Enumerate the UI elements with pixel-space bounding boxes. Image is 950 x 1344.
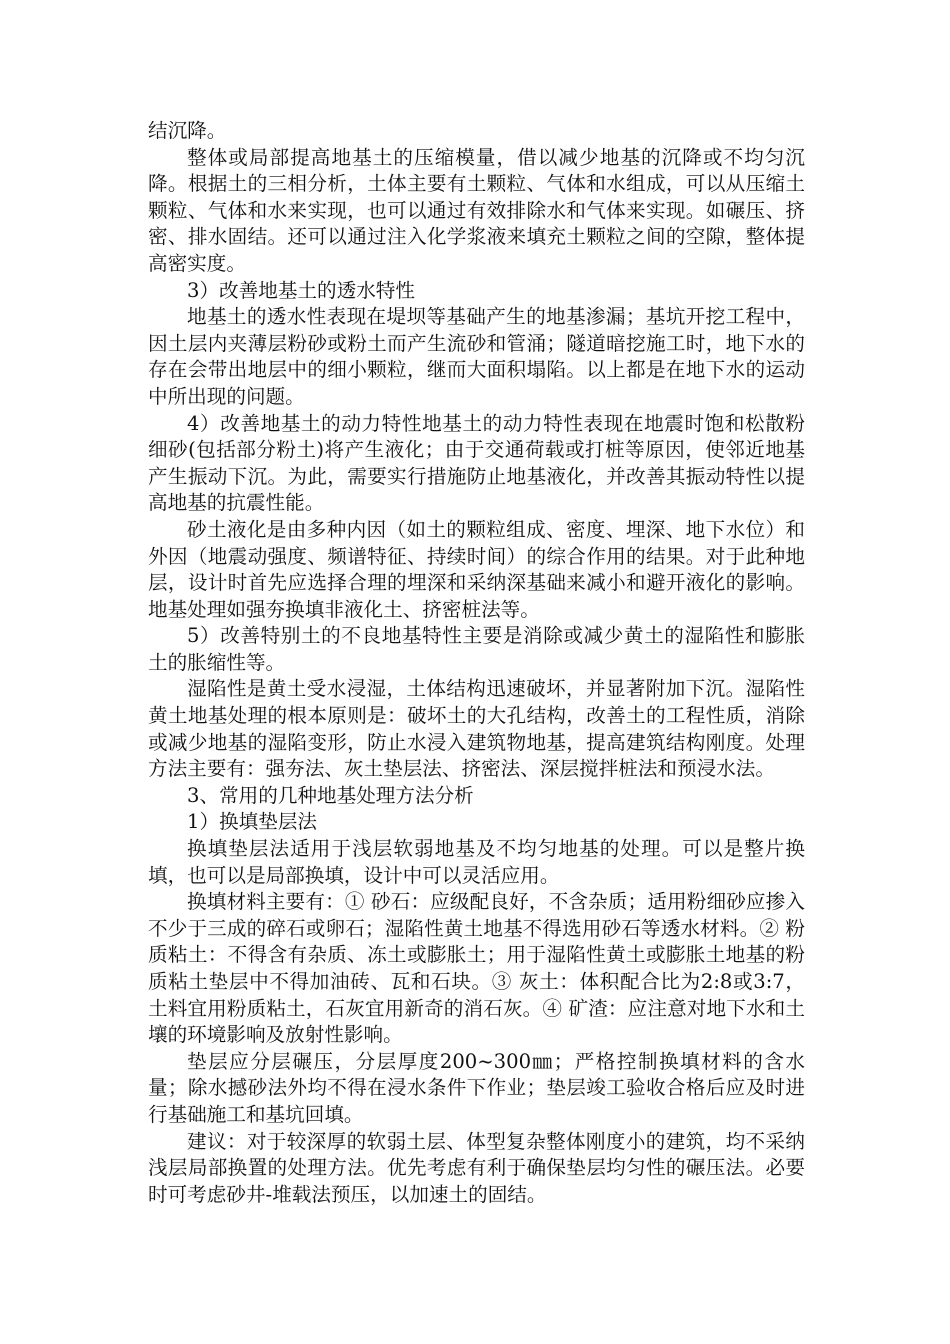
paragraph-replacement-materials: 换填材料主要有：① 砂石：应级配良好，不含杂质；适用粉细砂应掺入不少于三成的碎石或卵石；湿陷性黄土地基不得选用砂石等透水材料。② 粉质粘土：不得含有杂质、冻土或膨胀土；用于湿陷性黄土或膨胀土地基的粉质粘土垫层中不得加油砖、瓦和石块。③ 灰土：体积配合比为2:8或3:7，土料宜用粉质粘土，石灰宜用新奇的消石灰。④ 矿渣：应注意对地下水和土壤的环境影响及放射性影响。 bbox=[148, 890, 805, 1047]
paragraph-continuation: 结沉降。 bbox=[148, 119, 227, 142]
paragraph-dynamic-properties: 4）改善地基土的动力特性地基土的动力特性表现在地震时饱和松散粉细砂(包括部分粉土)将产生液化；由于交通荷载或打桩等原因，使邻近地基产生振动下沉。为此，需要实行措施防止地基液化，并改善其振动特性以提高地基的抗震性能。 bbox=[148, 411, 805, 515]
paragraph-recommendation: 建议：对于较深厚的软弱土层、体型复杂整体刚度小的建筑，均不采纳浅层局部换置的处理方法。优先考虑有利于确保垫层均匀性的碾压法。必要时可考虑砂井-堆载法预压，以加速土的固结。 bbox=[148, 1129, 805, 1206]
paragraph-permeability: 地基土的透水性表现在堤坝等基础产生的地基渗漏；基坑开挖工程中，因土层内夹薄层粉砂或粉土而产生流砂和管涌；隧道暗挖施工时，地下水的存在会带出地层中的细小颗粒，继而大面积塌陷。以上都是在地下水的运动中所出现的问题。 bbox=[148, 305, 805, 408]
paragraph-replacement-scope: 换填垫层法适用于浅层软弱地基及不均匀地基的处理。可以是整片换填，也可以是局部换填，设计中可以灵活应用。 bbox=[148, 837, 805, 887]
paragraph-liquefaction: 砂土液化是由多种内因（如土的颗粒组成、密度、埋深、地下水位）和外因（地震动强度、频谱特征、持续时间）的综合作用的结果。对于此种地层，设计时首先应选择合理的埋深和采纳深基础来减小和避开液化的影响。地基处理如强夯换填非液化土、挤密桩法等。 bbox=[148, 517, 805, 621]
heading-permeability: 3）改善地基土的透水特性 bbox=[187, 278, 415, 302]
paragraph-collapsibility: 湿陷性是黄土受水浸湿，土体结构迅速破坏，并显著附加下沉。湿陷性黄土地基处理的根本原则是：破坏土的大孔结构，改善土的工程性质，消除或减少地基的湿陷变形，防止水浸入建筑物地基，提高建筑结构刚度。处理方法主要有：强夯法、灰土垫层法、挤密法、深层搅拌桩法和预浸水法。 bbox=[148, 677, 805, 781]
paragraph-cushion-compaction: 垫层应分层碾压，分层厚度200~300㎜；严格控制换填材料的含水量；除水撼砂法外均不得在浸水条件下作业；垫层竣工验收合格后应及时进行基础施工和基坑回填。 bbox=[148, 1049, 805, 1126]
heading-common-methods: 3、常用的几种地基处理方法分析 bbox=[187, 783, 474, 807]
paragraph-special-soils: 5）改善特别土的不良地基特性主要是消除或减少黄土的湿陷性和膨胀土的胀缩性等。 bbox=[148, 624, 805, 674]
paragraph-compression-modulus: 整体或局部提高地基土的压缩模量，借以减少地基的沉降或不均匀沉降。根据土的三相分析，土体主要有土颗粒、气体和水组成，可以从压缩土颗粒、气体和水来实现，也可以通过有效排除水和气体来实现。如碾压、挤密、排水固结。还可以通过注入化学浆液来填充土颗粒之间的空隙，整体提高密实度。 bbox=[148, 145, 805, 275]
heading-replacement-cushion: 1）换填垫层法 bbox=[187, 810, 318, 834]
